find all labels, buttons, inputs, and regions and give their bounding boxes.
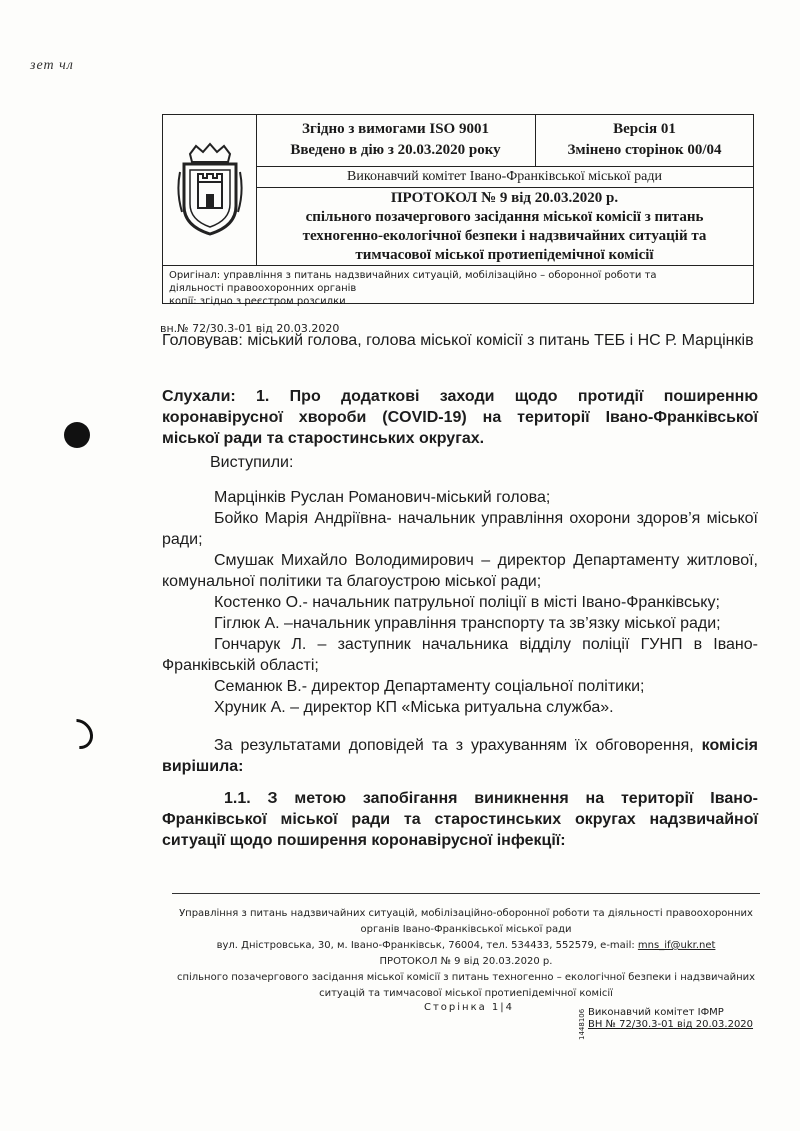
footer-address-text: вул. Дністровська, 30, м. Івано-Франківськ, 76004, тел. 534433, 552579, e-mail: [216, 940, 638, 951]
copies-line: копії: згідно з реєстром розсилки [169, 296, 346, 307]
footer-line-5: спільного позачергового засідання міської комісії з питань техногенно – екологічної безпеки і надзвичайних [176, 972, 756, 983]
clause-1-1: 1.1. З метою запобігання виникнення на території Івано-Франківської міської ради та старостинських округах надзвичайної ситуації щодо поширення коронавірусної інфекції: [162, 790, 758, 849]
page-footer [160, 906, 772, 1002]
footer-address [160, 938, 772, 954]
results-decision: комісія вирішила: [162, 737, 758, 775]
footer-line-1: Управління з питань надзвичайних ситуацій, мобілізаційно-оборонної роботи та діяльності правоохоронних [179, 908, 753, 919]
protocol-number: ПРОТОКОЛ № 9 від 20.03.2020 р. [390, 190, 619, 206]
original-distribution [163, 265, 753, 307]
side-code: 1448106 [578, 1008, 586, 1040]
protocol-subtitle-3: тимчасової міської протиепідемічної комісії [355, 247, 654, 263]
footer-divider [172, 893, 760, 894]
speaker-item: Гіглюк А. –начальник управління транспорту та зв’язку міської ради; [214, 615, 721, 632]
speaker-item: Семанюк В.- директор Департаменту соціальної політики; [214, 678, 645, 695]
footer-line-2: органів Івано-Франківської міської ради [360, 924, 572, 935]
registration-stamp: вн.№ 72/30.3-01 від 20.03.2020 [160, 322, 340, 335]
footer-line-4: ПРОТОКОЛ № 9 від 20.03.2020 р. [379, 956, 553, 967]
original-line-1: Оригінал: управління з питань надзвичайних ситуацій, мобілізаційно – оборонної роботи та [169, 270, 657, 281]
iso-standard: Згідно з вимогами ISO 9001 [302, 121, 489, 137]
speakers-list [162, 487, 758, 718]
speaker-item: Костенко О.- начальник патрульної поліції в місті Івано-Франківську; [214, 594, 720, 611]
punch-hole-outline-icon [57, 713, 99, 755]
registration-box [588, 1007, 753, 1031]
punch-hole-icon [64, 422, 90, 448]
speaker-item: Хруник А. – директор КП «Міська ритуальна служба». [214, 699, 614, 716]
protocol-subtitle-2: техногенно-екологічної безпеки і надзвичайних ситуацій та [302, 228, 707, 244]
city-coat-of-arms-icon [163, 115, 257, 265]
registration-box-line-1: Виконавчий комітет ІФМР [588, 1007, 724, 1018]
heard-paragraph [162, 386, 758, 449]
presided-paragraph: Головував: міський голова, голова міської комісії з питань ТЕБ і НС Р. Марцінків [162, 332, 754, 349]
registration-box-line-2: ВН № 72/30.3-01 від 20.03.2020 [588, 1019, 754, 1030]
spoke-label: Виступили: [210, 454, 294, 471]
footer-email-link[interactable]: mns_if@ukr.net [637, 940, 716, 951]
iso-cell [256, 115, 536, 167]
changed-pages: Змінено сторінок 00/04 [567, 142, 722, 158]
version-cell [536, 115, 753, 167]
document-header-table [162, 114, 754, 307]
speaker-item: Марцінків Руслан Романович-міський голова; [214, 489, 551, 506]
speaker-item: Бойко Марія Андріївна- начальник управління охорони здоров’я міської ради; [162, 510, 758, 548]
footer-line-6: ситуацій та тимчасової міської протиепідемічної комісії [319, 988, 613, 999]
margin-note: зет чл [30, 58, 74, 73]
speaker-item: Смушак Михайло Володимирович – директор Департаменту житлової, комунальної політики та благоустрою міської ради; [162, 552, 758, 590]
heard-text: 1. Про додаткові заходи щодо протидії поширенню коронавірусної хвороби (COVID-19) на території Івано-Франківської міської ради та старостинських округах. [162, 388, 758, 447]
speaker-item: Гончарук Л. – заступник начальника відділу поліції ГУНП в Івано-Франківській області; [162, 636, 758, 674]
version: Версія 01 [613, 121, 676, 137]
heard-label: Слухали: [162, 388, 236, 405]
protocol-subtitle-1: спільного позачергового засідання міської комісії з питань [305, 209, 704, 225]
protocol-title [256, 187, 753, 265]
results-text: За результатами доповідей та з урахуванням їх обговорення, [214, 737, 694, 754]
results-paragraph [162, 735, 758, 777]
page-number: Сторінка 1|4 [424, 1002, 515, 1013]
executive-committee: Виконавчий комітет Івано-Франківської міської ради [256, 167, 753, 188]
original-line-2: діяльності правоохоронних органів [169, 283, 357, 294]
effective-date: Введено в дію з 20.03.2020 року [290, 142, 501, 158]
